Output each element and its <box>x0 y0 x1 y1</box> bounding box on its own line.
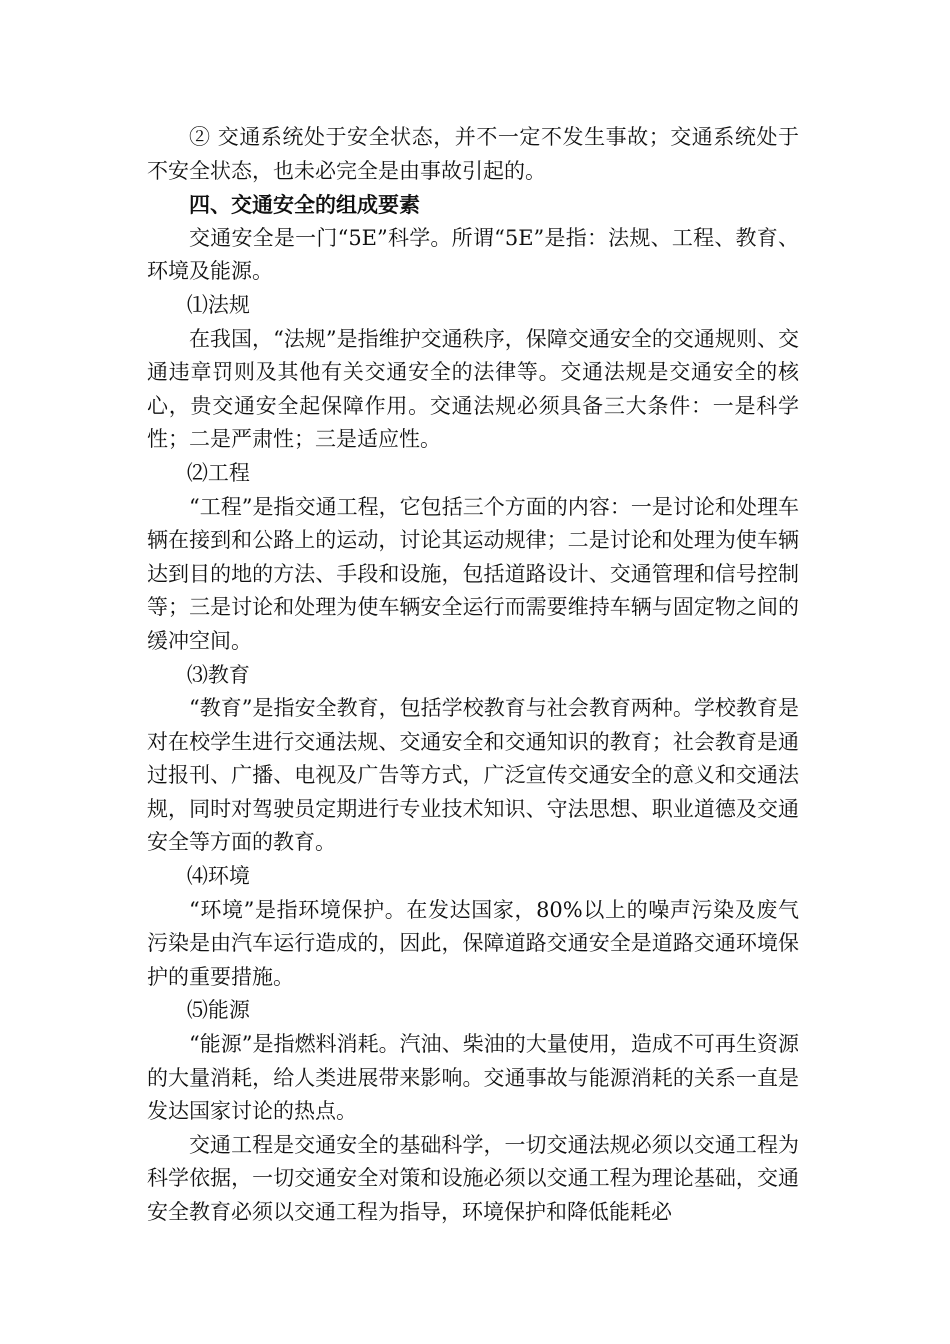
paragraph-engineering-foundation: 交通工程是交通安全的基础科学，一切交通法规必须以交通工程为科学依据，一切交通安全对策和设施必须以交通工程为理论基础，交通安全教育必须以交通工程为指导，环境保护和降低能耗必 <box>147 1132 799 1224</box>
subheading-environment: ⑷环境 <box>186 864 250 889</box>
paragraph-education: “教育”是指安全教育，包括学校教育与社会教育两种。学校教育是对在校学生进行交通法规、交通安全和交通知识的教育；社会教育是通过报刊、广播、电视及广告等方式，广泛宣传交通安全的意义和交通法规，同时对驾驶员定期进行专业技术知识、守法思想、职业道德及交通安全等方面的教育。 <box>147 696 799 855</box>
paragraph-environment: “环境”是指环境保护。在发达国家，80%以上的噪声污染及废气污染是由汽车运行造成的，因此，保障道路交通安全是道路交通环境保护的重要措施。 <box>147 897 799 989</box>
paragraph-regulations: 在我国，“法规”是指维护交通秩序，保障交通安全的交通规则、交通违章罚则及其他有关交通安全的法律等。交通法规是交通安全的核心，贵交通安全起保障作用。交通法规必须具备三大条件：一是科学性；二是严肃性；三是适应性。 <box>147 326 799 452</box>
subheading-education: ⑶教育 <box>186 662 250 687</box>
document-page <box>147 121 799 1230</box>
paragraph-energy: “能源”是指燃料消耗。汽油、柴油的大量使用，造成不可再生资源的大量消耗，给人类进展带来影响。交通事故与能源消耗的关系一直是发达国家讨论的热点。 <box>147 1032 799 1124</box>
paragraph-5e-intro: 交通安全是一门“5E”科学。所谓“5E”是指：法规、工程、教育、环境及能源。 <box>147 225 799 284</box>
paragraph-engineering: “工程”是指交通工程，它包括三个方面的内容：一是讨论和处理车辆在接到和公路上的运动，讨论其运动规律；二是讨论和处理为使车辆达到目的地的方法、手段和设施，包括道路设计、交通管理和信号控制等；三是讨论和处理为使车辆安全运行而需要维持车辆与固定物之间的缓冲空间。 <box>147 494 799 653</box>
subheading-regulations: ⑴法规 <box>186 292 250 317</box>
paragraph-safety-state-note: ② 交通系统处于安全状态，并不一定不发生事故；交通系统处于不安全状态，也未必完全是由事故引起的。 <box>147 125 799 183</box>
section-heading-components: 四、交通安全的组成要素 <box>189 192 420 218</box>
subheading-energy: ⑸能源 <box>186 998 250 1023</box>
subheading-engineering: ⑵工程 <box>186 460 250 485</box>
